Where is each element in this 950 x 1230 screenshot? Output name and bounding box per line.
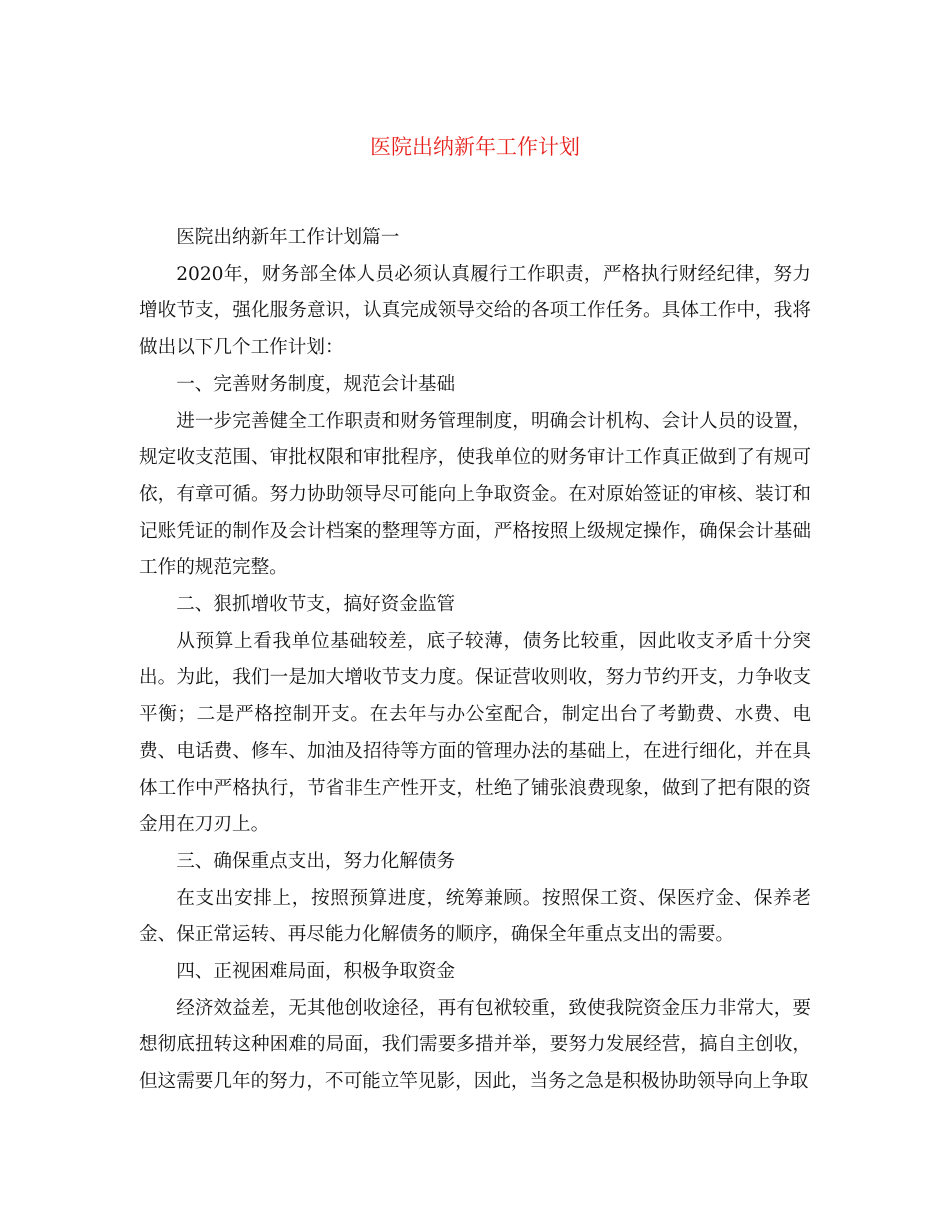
document-title: 医院出纳新年工作计划: [370, 135, 580, 159]
body-paragraph: 经济效益差，无其他创收途径，再有包袱较重，致使我院资金压力非常大，要想彻底扭转这种困难的局面，我们需要多措并举，要努力发展经营，搞自主创收，但这需要几年的努力，不可能立竿见影，因此，当务之急是积极协助领导向上争取: [139, 997, 811, 1093]
body-paragraph: 在支出安排上，按照预算进度，统筹兼顾。按照保工资、保医疗金、保养老金、保正常运转、再尽能力化解债务的顺序，确保全年重点支出的需要。: [139, 887, 811, 946]
body-paragraph: 从预算上看我单位基础较差，底子较薄，债务比较重，因此收支矛盾十分突出。为此，我们一是加大增收节支力度。保证营收则收，努力节约开支，力争收支平衡；二是严格控制开支。在去年与办公室配合，制定出台了考勤费、水费、电费、电话费、修车、加油及招待等方面的管理办法的基础上，在进行细化，并在具体工作中严格执行，节省非生产性开支，杜绝了铺张浪费现象，做到了把有限的资金用在刀刃上。: [139, 630, 811, 836]
document-body: [139, 220, 811, 1101]
section-heading: 三、确保重点支出，努力化解债务: [176, 850, 456, 872]
section-heading: 四、正视困难局面，积极争取资金: [176, 961, 456, 983]
body-paragraph: 2020年，财务部全体人员必须认真履行工作职责，严格执行财经纪律，努力增收节支，强化服务意识，认真完成领导交给的各项工作任务。具体工作中，我将做出以下几个工作计划：: [139, 263, 811, 359]
section-heading: 医院出纳新年工作计划篇一: [176, 227, 400, 248]
section-heading: 二、狠抓增收节支，搞好资金监管: [176, 594, 456, 616]
section-heading: 一、完善财务制度，规范会计基础: [176, 373, 456, 395]
body-paragraph: 进一步完善健全工作职责和财务管理制度，明确会计机构、会计人员的设置，规定收支范围、审批权限和审批程序，使我单位的财务审计工作真正做到了有规可依，有章可循。努力协助领导尽可能向上争取资金。在对原始签证的审核、装订和记账凭证的制作及会计档案的整理等方面，严格按照上级规定操作，确保会计基础工作的规范完整。: [139, 410, 811, 579]
